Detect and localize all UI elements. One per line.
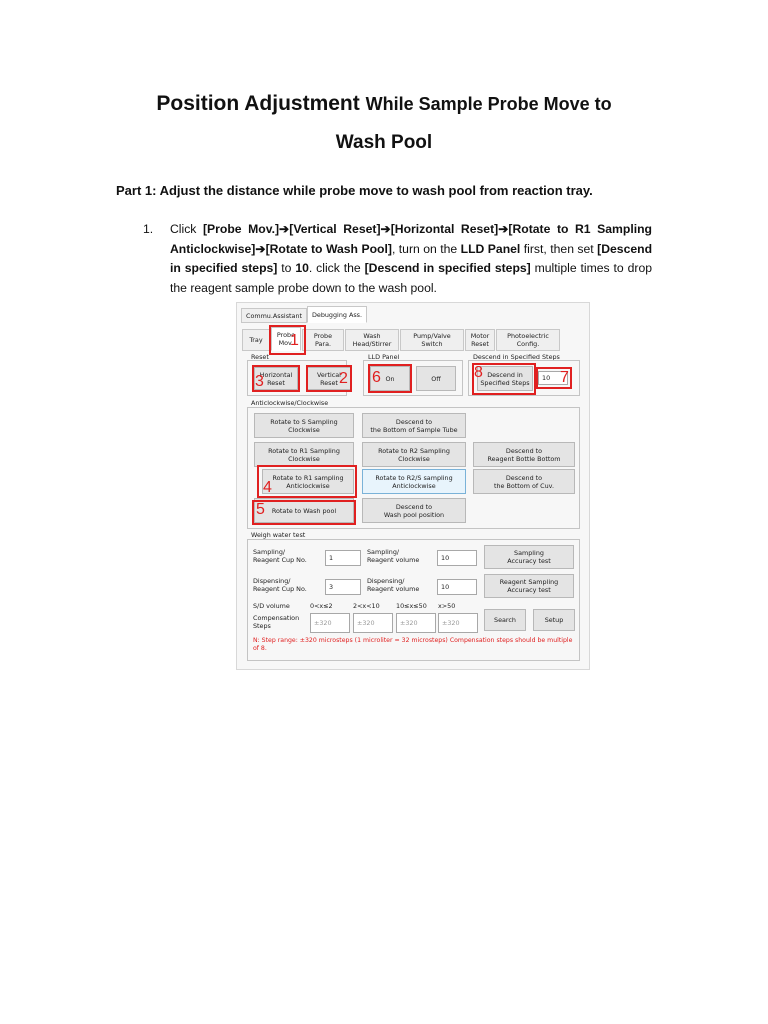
descend-steps-input[interactable]: 10 bbox=[538, 371, 568, 385]
reagent-sampling-accuracy-button[interactable]: Reagent Sampling Accuracy test bbox=[484, 574, 574, 598]
rotate-r2-sampling-cw-button[interactable]: Rotate to R2 Sampling Clockwise bbox=[362, 442, 466, 467]
compensation-input[interactable]: ±320 bbox=[438, 613, 478, 633]
subtab-photoelectric[interactable]: Photoelectric Config. bbox=[496, 329, 560, 351]
dispensing-volume-input[interactable]: 10 bbox=[437, 579, 477, 595]
tab-commu-assistant[interactable]: Commu.Assistant bbox=[241, 308, 307, 323]
subtab-probe-para[interactable]: Probe Para. bbox=[302, 329, 344, 351]
range-label: 0<x≤2 bbox=[310, 602, 333, 610]
lld-panel-label: LLD Panel bbox=[368, 353, 400, 361]
software-screenshot bbox=[236, 302, 590, 670]
dispensing-cup-label: Dispensing/ Reagent Cup No. bbox=[253, 577, 307, 593]
dispensing-cup-input[interactable]: 3 bbox=[325, 579, 361, 595]
range-label: 2<x<10 bbox=[353, 602, 380, 610]
subtab-probe-mov[interactable]: Probe Mov. bbox=[271, 327, 301, 351]
subtab-motor-reset[interactable]: Motor Reset bbox=[465, 329, 495, 351]
setup-button[interactable]: Setup bbox=[533, 609, 575, 631]
sd-volume-label: S/D volume bbox=[253, 602, 290, 610]
title-bold: Position Adjustment bbox=[156, 92, 360, 115]
tab-debugging-assistant[interactable]: Debugging Ass. bbox=[307, 306, 367, 323]
callout-number-3: 3 bbox=[255, 373, 264, 390]
compensation-input[interactable]: ±320 bbox=[396, 613, 436, 633]
step-text: Click [Probe Mov.]➔[Vertical Reset]➔[Horizontal Reset]➔[Rotate to R1 Sampling Anticlockwise]➔[Rotate to Wash Pool], turn on the LLD Panel first, then set [Descend in specified steps] to 10. click the [Descend in specified steps] multiple times to drop the reagent sample probe down to the wash pool. bbox=[170, 222, 653, 295]
callout-number-2: 2 bbox=[339, 370, 348, 387]
descend-wash-pool-button[interactable]: Descend to Wash pool position bbox=[362, 498, 466, 523]
sampling-volume-label: Sampling/ Reagent volume bbox=[367, 548, 420, 564]
step-range-note: N: Step range: ±320 microsteps (1 microliter = 32 microsteps) Compensation steps should be multiple of 8. bbox=[253, 637, 573, 652]
page-title-line2: Wash Pool bbox=[335, 132, 433, 153]
rotate-r2s-sampling-acw-button[interactable]: Rotate to R2/S sampling Anticlockwise bbox=[362, 469, 466, 494]
weigh-water-label: Weigh water test bbox=[251, 531, 306, 539]
vertical-reset-button[interactable]: Vertical Reset bbox=[307, 367, 351, 390]
title-rest: While Sample Probe Move to bbox=[365, 94, 612, 114]
lld-off-button[interactable]: Off bbox=[416, 366, 456, 391]
lld-on-button[interactable]: On bbox=[370, 366, 410, 391]
callout-number-5: 5 bbox=[256, 501, 265, 518]
reset-label: Reset bbox=[251, 353, 269, 361]
descend-reagent-bottle-button[interactable]: Descend to Reagent Bottle Bottom bbox=[473, 442, 575, 467]
subtab-wash-head[interactable]: Wash Head/Stirrer bbox=[345, 329, 399, 351]
compensation-input[interactable]: ±320 bbox=[353, 613, 393, 633]
sampling-cup-label: Sampling/ Reagent Cup No. bbox=[253, 548, 307, 564]
rotate-r1-sampling-acw-button[interactable]: Rotate to R1 sampling Anticlockwise bbox=[262, 469, 354, 494]
descend-specified-steps-button[interactable]: Descend in Specified Steps bbox=[477, 366, 533, 391]
descend-sample-tube-button[interactable]: Descend to the Bottom of Sample Tube bbox=[362, 413, 466, 438]
callout-number-7: 7 bbox=[560, 369, 569, 386]
callout-number-8: 8 bbox=[474, 364, 483, 381]
compensation-steps-label: Compensation Steps bbox=[253, 614, 300, 630]
search-button[interactable]: Search bbox=[484, 609, 526, 631]
rotate-s-sampling-cw-button[interactable]: Rotate to S Sampling Clockwise bbox=[254, 413, 354, 438]
anticlockwise-label: Anticlockwise/Clockwise bbox=[251, 399, 329, 407]
horizontal-reset-button[interactable]: Horizontal Reset bbox=[254, 367, 298, 390]
subtab-tray[interactable]: Tray bbox=[242, 329, 270, 351]
compensation-input[interactable]: ±320 bbox=[310, 613, 350, 633]
rotate-wash-pool-button[interactable]: Rotate to Wash pool bbox=[254, 498, 354, 523]
page-title bbox=[0, 92, 768, 116]
dispensing-volume-label: Dispensing/ Reagent volume bbox=[367, 577, 420, 593]
sampling-cup-input[interactable]: 1 bbox=[325, 550, 361, 566]
callout-number-6: 6 bbox=[372, 369, 381, 386]
sampling-volume-input[interactable]: 10 bbox=[437, 550, 477, 566]
descend-steps-label: Descend in Specified Steps bbox=[473, 353, 560, 361]
callout-number-1: 1 bbox=[290, 332, 299, 349]
range-label: x>50 bbox=[438, 602, 456, 610]
descend-cuv-bottom-button[interactable]: Descend to the Bottom of Cuv. bbox=[473, 469, 575, 494]
sampling-accuracy-button[interactable]: Sampling Accuracy test bbox=[484, 545, 574, 569]
step-number: 1. bbox=[143, 222, 154, 236]
range-label: 10≤x≤50 bbox=[396, 602, 427, 610]
callout-number-4: 4 bbox=[263, 479, 272, 496]
part-heading: Part 1: Adjust the distance while probe move to wash pool from reaction tray. bbox=[116, 183, 593, 198]
rotate-r1-sampling-cw-button[interactable]: Rotate to R1 Sampling Clockwise bbox=[254, 442, 354, 467]
subtab-pump-valve[interactable]: Pump/Valve Switch bbox=[400, 329, 464, 351]
